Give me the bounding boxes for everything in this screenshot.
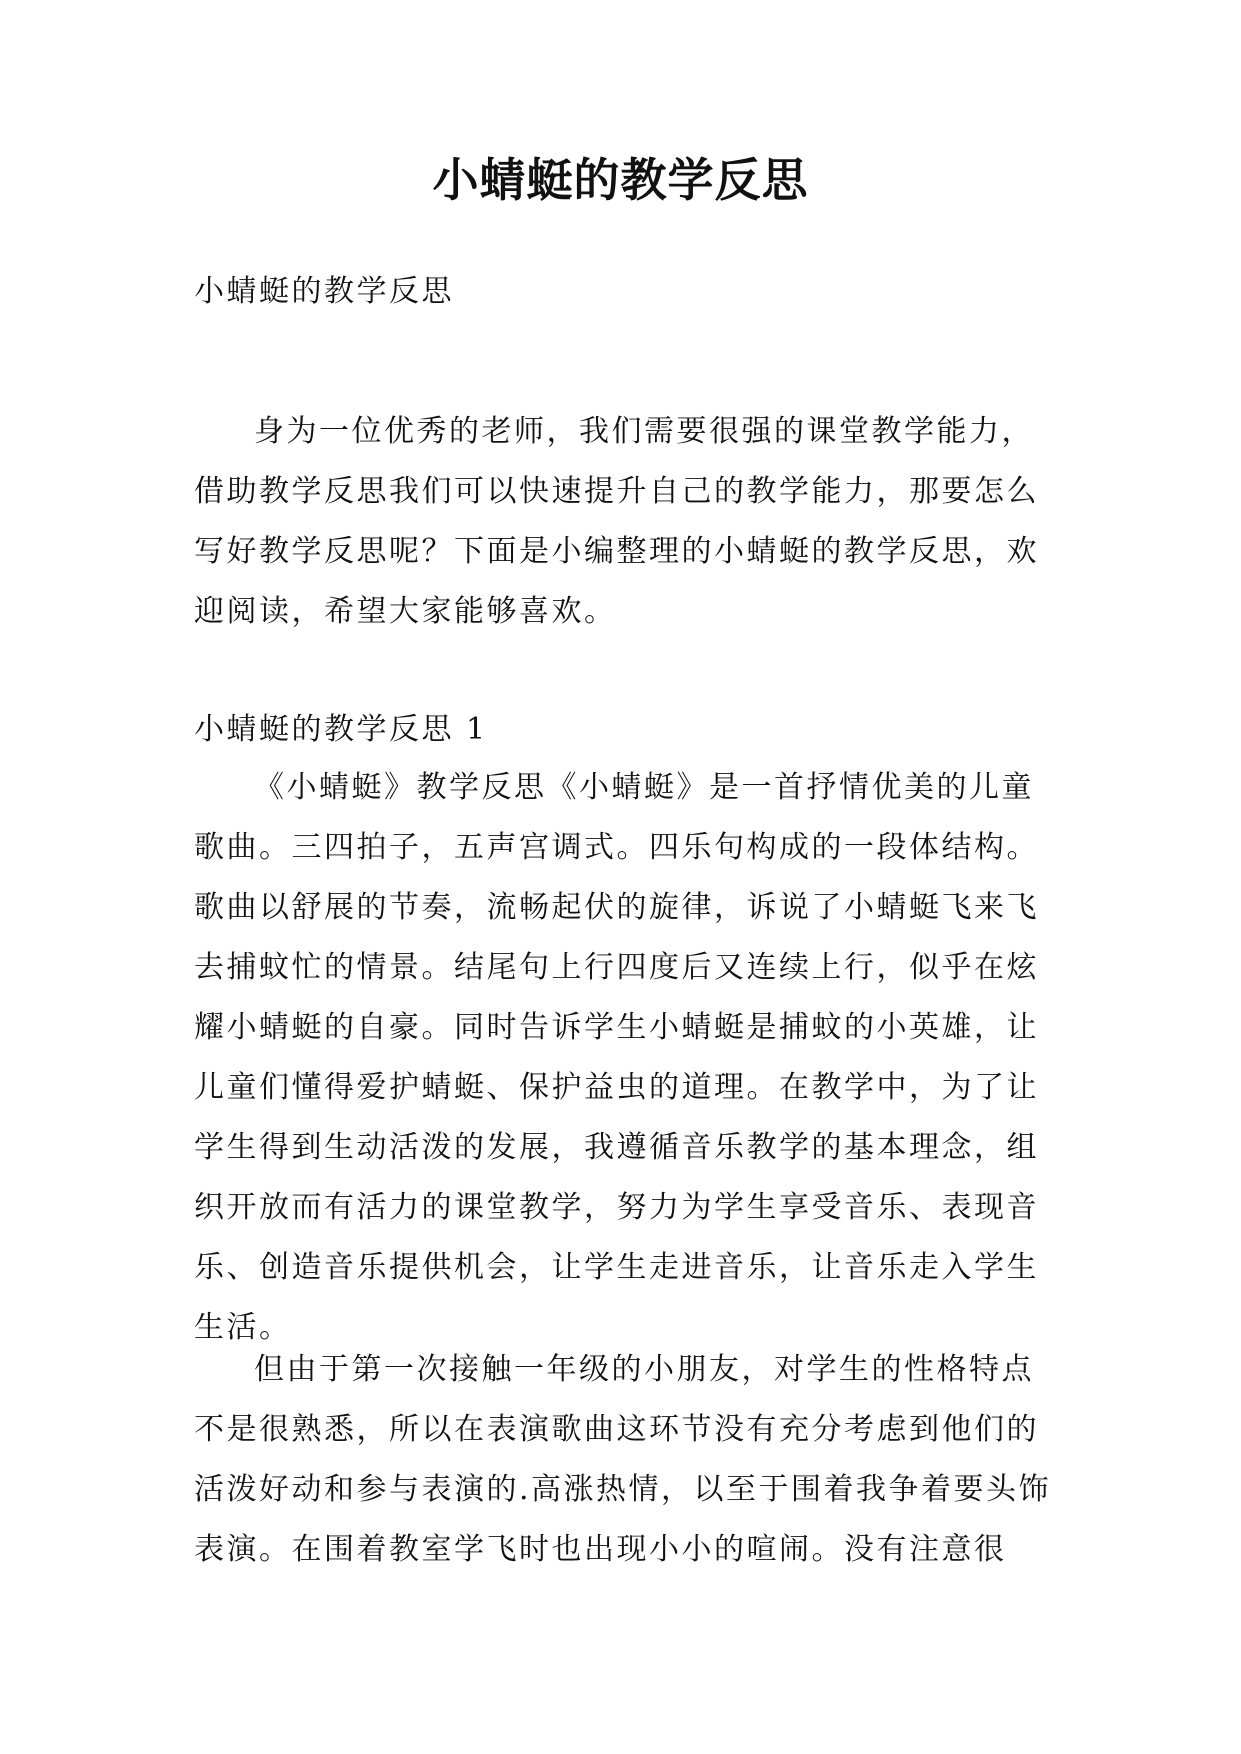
body-paragraph-2: 但由于第一次接触一年级的小朋友，对学生的性格特点不是很熟悉，所以在表演歌曲这环节没有充分考虑到他们的活泼好动和参与表演的.高涨热情，以至于围着我争着要头饰表演。在围着教室学飞时也出现小小的喧闹。没有注意很 [194, 1352, 1052, 1567]
document-title: 小蜻蜓的教学反思 [432, 153, 809, 207]
section-heading: 小蜻蜓的教学反思 1 [194, 712, 488, 747]
intro-paragraph: 身为一位优秀的老师，我们需要很强的课堂教学能力，借助教学反思我们可以快速提升自己的教学能力，那要怎么写好教学反思呢？下面是小编整理的小蜻蜓的教学反思，欢迎阅读，希望大家能够喜欢。 [194, 414, 1039, 629]
document-subtitle: 小蜻蜓的教学反思 [194, 274, 454, 309]
body-paragraph-1: 《小蜻蜓》教学反思《小蜻蜓》是一首抒情优美的儿童歌曲。三四拍子，五声宫调式。四乐句构成的一段体结构。歌曲以舒展的节奏，流畅起伏的旋律，诉说了小蜻蜓飞来飞去捕蚊忙的情景。结尾句上行四度后又连续上行，似乎在炫耀小蜻蜓的自豪。同时告诉学生小蜻蜓是捕蚊的小英雄，让儿童们懂得爱护蜻蜓、保护益虫的道理。在教学中，为了让学生得到生动活泼的发展，我遵循音乐教学的基本理念，组织开放而有活力的课堂教学，努力为学生享受音乐、表现音乐、创造音乐提供机会，让学生走进音乐，让音乐走入学生生活。 [194, 770, 1039, 1345]
